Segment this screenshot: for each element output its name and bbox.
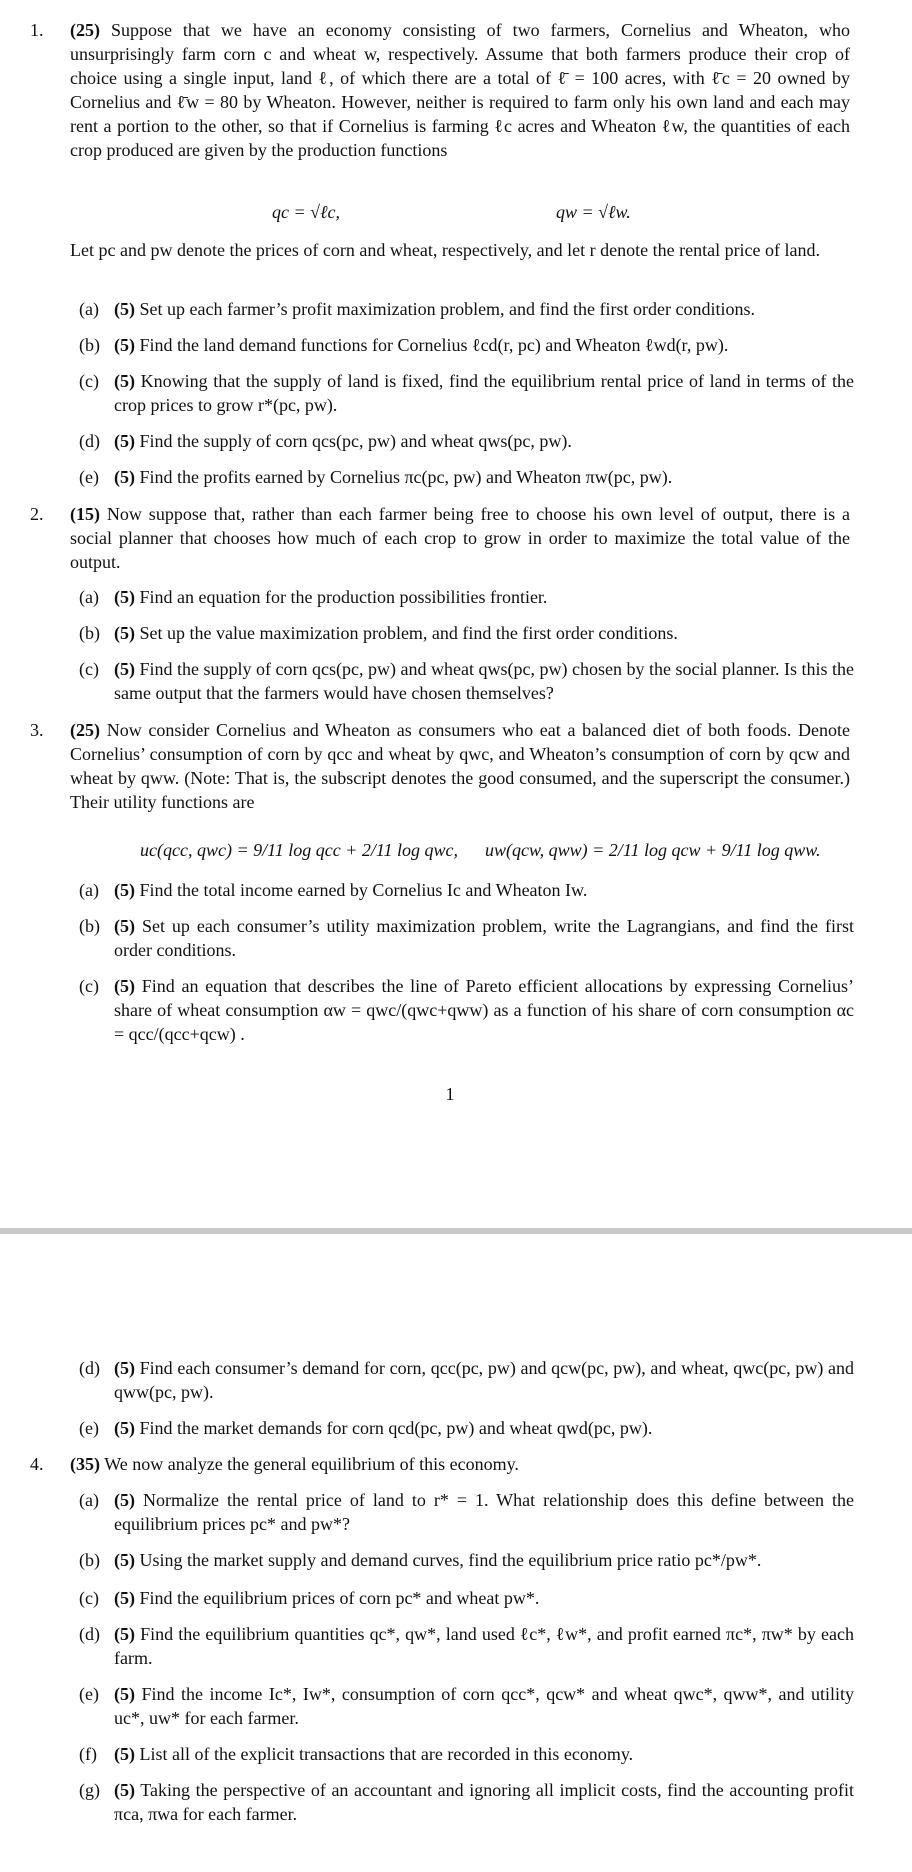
part-3c	[79, 974, 854, 1046]
part-points: (5)	[114, 467, 135, 487]
part-text: Find the total income earned by Cornelius Ic and Wheaton Iw.	[139, 880, 588, 900]
part-2c	[79, 657, 854, 705]
part-label: (a)	[79, 880, 99, 900]
part-label: (b)	[79, 335, 100, 355]
part-label: (b)	[79, 1550, 100, 1570]
part-text: List all of the explicit transactions that are recorded in this economy.	[139, 1744, 634, 1764]
question-number: 3.	[30, 720, 44, 740]
part-1d	[79, 429, 854, 453]
part-label: (a)	[79, 1490, 99, 1510]
part-text: Knowing that the supply of land is fixed, find the equilibrium rental price of land in terms of the crop prices to grow r*(pc, pw).	[114, 371, 855, 415]
part-points: (5)	[114, 1550, 135, 1570]
part-label: (a)	[79, 299, 99, 319]
part-3a	[79, 878, 854, 902]
part-3b	[79, 914, 854, 962]
part-4b	[79, 1548, 854, 1572]
question-3	[30, 718, 850, 814]
part-points: (5)	[114, 976, 135, 996]
part-text: Set up the value maximization problem, and find the first order conditions.	[139, 623, 678, 643]
part-label: (e)	[79, 1684, 99, 1704]
part-text: Set up each farmer’s profit maximization problem, and find the first order conditions.	[139, 299, 755, 319]
question-points: (15)	[70, 504, 100, 524]
part-1a	[79, 297, 854, 321]
part-1e	[79, 465, 854, 489]
part-text: Find the equilibrium prices of corn pc* and wheat pw*.	[139, 1588, 540, 1608]
part-3e	[79, 1416, 854, 1440]
question-number: 2.	[30, 504, 44, 524]
part-1c	[79, 369, 854, 417]
part-text: Set up each consumer’s utility maximization problem, write the Lagrangians, and find the first order conditions.	[114, 916, 854, 960]
part-2b	[79, 621, 854, 645]
part-points: (5)	[114, 587, 135, 607]
question-text: Now consider Cornelius and Wheaton as consumers who eat a balanced diet of both foods. Denote Cornelius’ consumption of corn by qcc and wheat by qwc, and Wheaton’s consumption of corn by qcw and wheat by qww. (Note: That is, the subscript denotes the good consumed, and the superscript the consumer.) Their utility functions are	[70, 720, 851, 812]
part-points: (5)	[114, 916, 135, 936]
utility-function-cornelius: uc(qcc, qwc) = 9/11 log qcc + 2/11 log qwc,	[140, 840, 459, 860]
part-4e	[79, 1682, 854, 1730]
part-label: (d)	[79, 1624, 100, 1644]
part-text: Find the market demands for corn qcd(pc, pw) and wheat qwd(pc, pw).	[139, 1418, 653, 1438]
part-text: Find the equilibrium quantities qc*, qw*, land used ℓc*, ℓw*, and profit earned πc*, πw* by each farm.	[114, 1624, 854, 1668]
part-text: Normalize the rental price of land to r* = 1. What relationship does this define between the equilibrium prices pc* and pw*?	[114, 1490, 854, 1534]
question-4	[30, 1452, 850, 1476]
part-3d	[79, 1356, 854, 1404]
part-points: (5)	[114, 299, 135, 319]
part-points: (5)	[114, 1358, 135, 1378]
question-1	[30, 18, 850, 162]
question-number: 4.	[30, 1454, 44, 1474]
part-label: (c)	[79, 1588, 99, 1608]
part-points: (5)	[114, 880, 135, 900]
question-points: (25)	[70, 720, 100, 740]
part-text: Find an equation that describes the line of Pareto efficient allocations by expressing Cornelius’ share of wheat consumption αw = qwc/(qwc+qww) as a function of his share of corn consumption αc = qcc/(qcc+qcw) .	[114, 976, 854, 1044]
part-4a	[79, 1488, 854, 1536]
production-function-corn: qc = √ℓc,	[272, 202, 341, 222]
part-label: (c)	[79, 371, 99, 391]
part-text: Find the supply of corn qcs(pc, pw) and wheat qws(pc, pw) chosen by the social planner. Is this the same output that the farmers would have chosen themselves?	[114, 659, 855, 703]
part-label: (e)	[79, 1418, 99, 1438]
part-points: (5)	[114, 659, 135, 679]
part-text: Find the land demand functions for Cornelius ℓcd(r, pc) and Wheaton ℓwd(r, pw).	[139, 335, 729, 355]
part-label: (b)	[79, 916, 100, 936]
part-text: Find the profits earned by Cornelius πc(pc, pw) and Wheaton πw(pc, pw).	[139, 467, 673, 487]
question-text: Now suppose that, rather than each farmer being free to choose his own level of output, there is a social planner that chooses how much of each crop to grow in order to maximize the total value of the output.	[70, 504, 850, 572]
question-text: Suppose that we have an economy consisting of two farmers, Cornelius and Wheaton, who unsurprisingly farm corn c and wheat w, respectively. Assume that both farmers produce their crop of choice using a single input, land ℓ, of which there are a total of ℓ̄ = 100 acres, with ℓ̄c = 20 owned by Cornelius and ℓ̄w = 80 by Wheaton. However, neither is required to farm only his own land and each may rent a portion to the other, so that if Cornelius is farming ℓc acres and Wheaton ℓw, the quantities of each crop produced are given by the production functions	[70, 20, 850, 160]
question-points: (35)	[70, 1454, 100, 1474]
part-points: (5)	[114, 371, 135, 391]
question-1-after: Let pc and pw denote the prices of corn and wheat, respectively, and let r denote the rental price of land.	[70, 240, 821, 260]
part-text: Using the market supply and demand curves, find the equilibrium price ratio pc*/pw*.	[139, 1550, 762, 1570]
part-points: (5)	[114, 623, 135, 643]
part-4d	[79, 1622, 854, 1670]
production-function-wheat: qw = √ℓw.	[556, 202, 631, 222]
part-label: (e)	[79, 467, 99, 487]
part-label: (a)	[79, 587, 99, 607]
question-number: 1.	[30, 20, 44, 40]
part-label: (d)	[79, 1358, 100, 1378]
part-1b	[79, 333, 854, 357]
part-points: (5)	[114, 1780, 135, 1800]
part-points: (5)	[114, 1624, 135, 1644]
question-text: We now analyze the general equilibrium of this economy.	[104, 1454, 519, 1474]
page-separator	[0, 1228, 912, 1234]
part-points: (5)	[114, 335, 135, 355]
question-2	[30, 502, 850, 574]
part-text: Find an equation for the production possibilities frontier.	[139, 587, 548, 607]
question-1-intro	[70, 18, 850, 162]
part-text: Find the supply of corn qcs(pc, pw) and wheat qws(pc, pw).	[139, 431, 572, 451]
part-2a	[79, 585, 854, 609]
page-number: 1	[445, 1084, 455, 1104]
part-4g	[79, 1778, 854, 1826]
part-label: (g)	[79, 1780, 100, 1800]
part-points: (5)	[114, 1684, 135, 1704]
page-2	[0, 1236, 912, 1872]
part-points: (5)	[114, 1490, 135, 1510]
part-label: (f)	[79, 1744, 97, 1764]
utility-function-wheaton: uw(qcw, qww) = 2/11 log qcw + 9/11 log qww.	[485, 840, 821, 860]
part-text: Find the income Ic*, Iw*, consumption of corn qcc*, qcw* and wheat qwc*, qww*, and utility uc*, uw* for each farmer.	[114, 1684, 854, 1728]
part-text: Find each consumer’s demand for corn, qcc(pc, pw) and qcw(pc, pw), and wheat, qwc(pc, pw) and qww(pc, pw).	[114, 1358, 855, 1402]
part-label: (d)	[79, 431, 100, 451]
part-label: (b)	[79, 623, 100, 643]
part-label: (c)	[79, 976, 99, 996]
part-points: (5)	[114, 1588, 135, 1608]
part-points: (5)	[114, 1418, 135, 1438]
part-text: Taking the perspective of an accountant and ignoring all implicit costs, find the accounting profit πca, πwa for each farmer.	[114, 1780, 854, 1824]
part-points: (5)	[114, 1744, 135, 1764]
part-4f	[79, 1742, 854, 1766]
part-4c	[79, 1586, 854, 1610]
part-label: (c)	[79, 659, 99, 679]
question-points: (25)	[70, 20, 100, 40]
part-points: (5)	[114, 431, 135, 451]
